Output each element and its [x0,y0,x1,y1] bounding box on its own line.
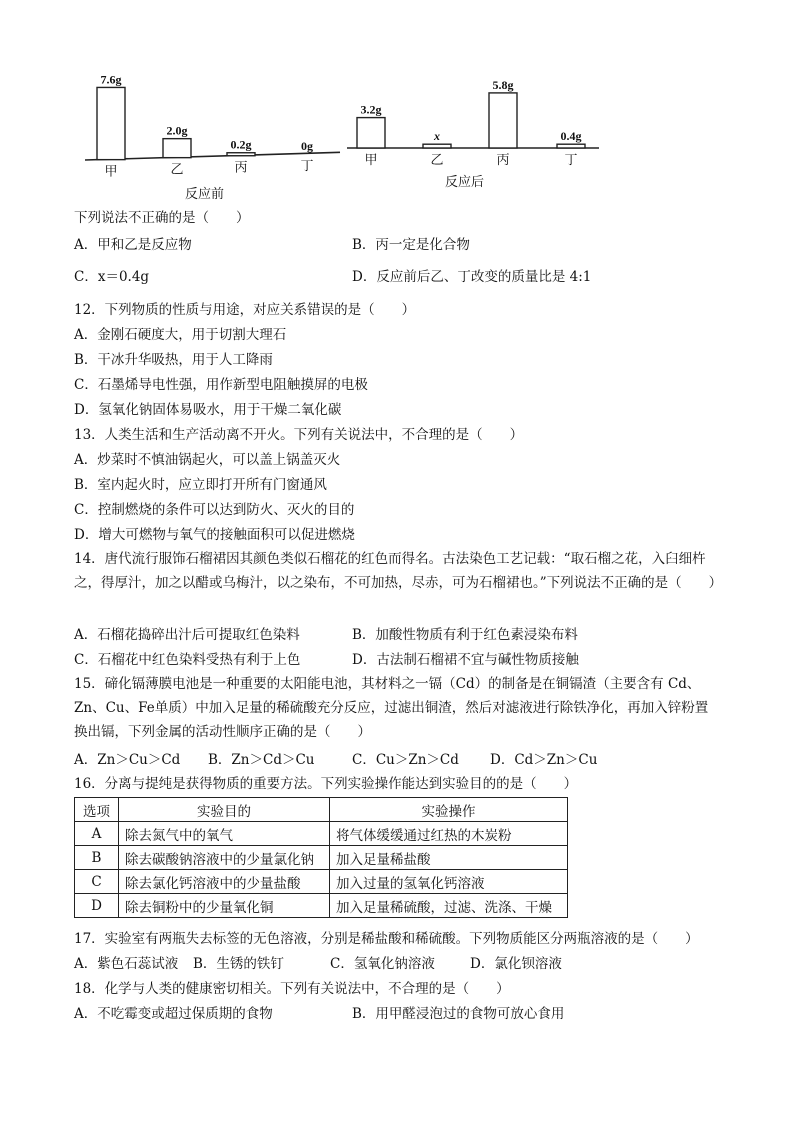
row-purpose: 除去氮气中的氧气 [119,822,330,846]
row-purpose: 除去铜粉中的少量氧化铜 [119,894,330,918]
bar-before-2 [227,153,255,156]
bar-category-label-after-0: 甲 [364,152,378,167]
bar-after-2 [489,93,517,148]
q16-stem: 16．分离与提纯是获得物质的重要方法。下列实验操作能达到实验目的的是（ ） [74,776,578,792]
row-operation: 将气体缓缓通过红热的木炭粉 [330,822,568,846]
bar-after-0 [357,118,385,148]
q12-option-c: C．石墨烯导电性强，用作新型电阻触摸屏的电极 [74,377,368,393]
q12-option-d: D．氢氧化钠固体易吸水，用于干燥二氧化碳 [74,402,342,418]
row-purpose: 除去氯化钙溶液中的少量盐酸 [119,870,330,894]
bar-value-label-after-1: x [434,129,440,144]
bar-value-label-before-3: 0g [301,138,313,153]
bar-category-label-after-2: 丙 [496,152,510,167]
q13-stem: 13．人类生活和生产活动离不开火。下列有关说法中，不合理的是（ ） [74,427,524,443]
mass-bar-figure [85,60,605,210]
bar-category-label-before-0: 甲 [104,163,118,179]
q15-option-c: C．Cu＞Zn＞Cd [352,752,459,768]
bar-category-label-before-1: 乙 [170,161,184,177]
q15-stem: 15．碲化镉薄膜电池是一种重要的太阳能电池，其材料之一镉（Cd）的制备是在铜镉渣（主要含有 Cd、Zn、Cu、Fe单质）中加入足量的稀硫酸充分反应，过滤出铜渣，然后对滤液进行除铁净化，再加入锌粉置换出镉，下列金属的活动性顺序正确的是（ ） [74,676,709,740]
q12-stem: 12．下列物质的性质与用途，对应关系错误的是（ ） [74,302,416,318]
q11-option-d: D．反应前后乙、丁改变的质量比是 4:1 [352,269,592,285]
bar-category-label-before-3: 丁 [300,157,314,173]
row-option: D [75,894,119,918]
bar-value-label-before-1: 2.0g [166,123,188,138]
q15-option-b: B．Zn＞Cd＞Cu [208,752,315,768]
q14-option-d: D．古法制石榴裙不宜与碱性物质接触 [352,652,579,668]
q13-option-d: D．增大可燃物与氧气的接触面积可以促进燃烧 [74,527,355,543]
q12-option-b: B．干冰升华吸热，用于人工降雨 [74,352,273,368]
q14-stem: 14．唐代流行服饰石榴裙因其颜色类似石榴花的红色而得名。古法染色工艺记载：“取石榴之花，入臼细杵之，得厚汁，加之以醋或乌梅汁，以之染布，不可加热，尽赤，可为石榴裙也。”下列说法不正确的是（ ） [74,551,723,591]
q18-option-b: B．用甲醛浸泡过的食物可放心食用 [352,1006,565,1022]
bar-value-label-after-3: 0.4g [560,129,582,144]
q13-option-a: A．炒菜时不慎油锅起火，可以盖上锅盖灭火 [74,452,341,468]
table-row [75,894,568,918]
q17-stem: 17．实验室有两瓶失去标签的无色溶液，分别是稀盐酸和稀硫酸。下列物质能区分两瓶溶液的是（ ） [74,931,699,947]
q11-stem: 下列说法不正确的是（ ） [74,210,250,226]
bar-value-label-before-2: 0.2g [230,137,252,152]
q12-option-a: A．金刚石硬度大，用于切割大理石 [74,327,287,343]
row-purpose: 除去碳酸钠溶液中的少量氯化钠 [119,846,330,870]
bar-category-label-before-2: 丙 [234,159,248,175]
header-purpose: 实验目的 [119,798,330,822]
bar-value-label-after-0: 3.2g [360,102,382,117]
q13-option-b: B．室内起火时，应立即打开所有门窗通风 [74,477,327,493]
q14-option-b: B．加酸性物质有利于红色素浸染布料 [352,627,578,643]
bar-value-label-before-0: 7.6g [100,72,122,87]
panel-caption-before: 反应前 [185,186,225,201]
q17-option-c: C．氢氧化钠溶液 [330,956,435,972]
q15-option-d: D．Cd＞Zn＞Cu [490,752,598,768]
bar-value-label-after-2: 5.8g [492,77,514,92]
row-option: B [75,846,119,870]
q17-option-b: B．生锈的铁钉 [193,956,284,972]
bar-before-0 [97,87,125,159]
q13-option-c: C．控制燃烧的条件可以达到防火、灭火的目的 [74,502,355,518]
q16-options-table [74,797,568,918]
row-operation: 加入足量稀盐酸 [330,846,568,870]
q18-stem: 18．化学与人类的健康密切相关。下列有关说法中，不合理的是（ ） [74,981,510,997]
mass-bar-chart [85,60,605,210]
q11-option-c: C．x＝0.4g [74,269,150,285]
table-row [75,846,568,870]
header-operation: 实验操作 [330,798,568,822]
table-header-row [75,798,568,822]
row-operation: 加入足量稀硫酸，过滤、洗涤、干燥 [330,894,568,918]
table-row [75,870,568,894]
q18-option-a: A．不吃霉变或超过保质期的食物 [74,1006,273,1022]
row-operation: 加入过量的氢氧化钙溶液 [330,870,568,894]
q11-option-b: B．丙一定是化合物 [352,237,470,253]
bar-category-label-after-3: 丁 [564,152,578,167]
header-option: 选项 [75,798,119,822]
q14-option-a: A．石榴花捣碎出汁后可提取红色染料 [74,627,300,643]
q15-option-a: A．Zn＞Cu＞Cd [74,752,181,768]
table-row [75,822,568,846]
q14-option-c: C．石榴花中红色染料受热有利于上色 [74,652,301,668]
q17-option-d: D．氯化钡溶液 [470,956,562,972]
bar-category-label-after-1: 乙 [430,152,444,167]
row-option: A [75,822,119,846]
panel-caption-after: 反应后 [445,174,485,189]
bar-after-3 [557,144,585,148]
bar-before-1 [163,139,191,158]
q17-option-a: A．紫色石蕊试液 [74,956,179,972]
bar-after-1 [423,144,451,148]
row-option: C [75,870,119,894]
q11-option-a: A．甲和乙是反应物 [74,237,192,253]
